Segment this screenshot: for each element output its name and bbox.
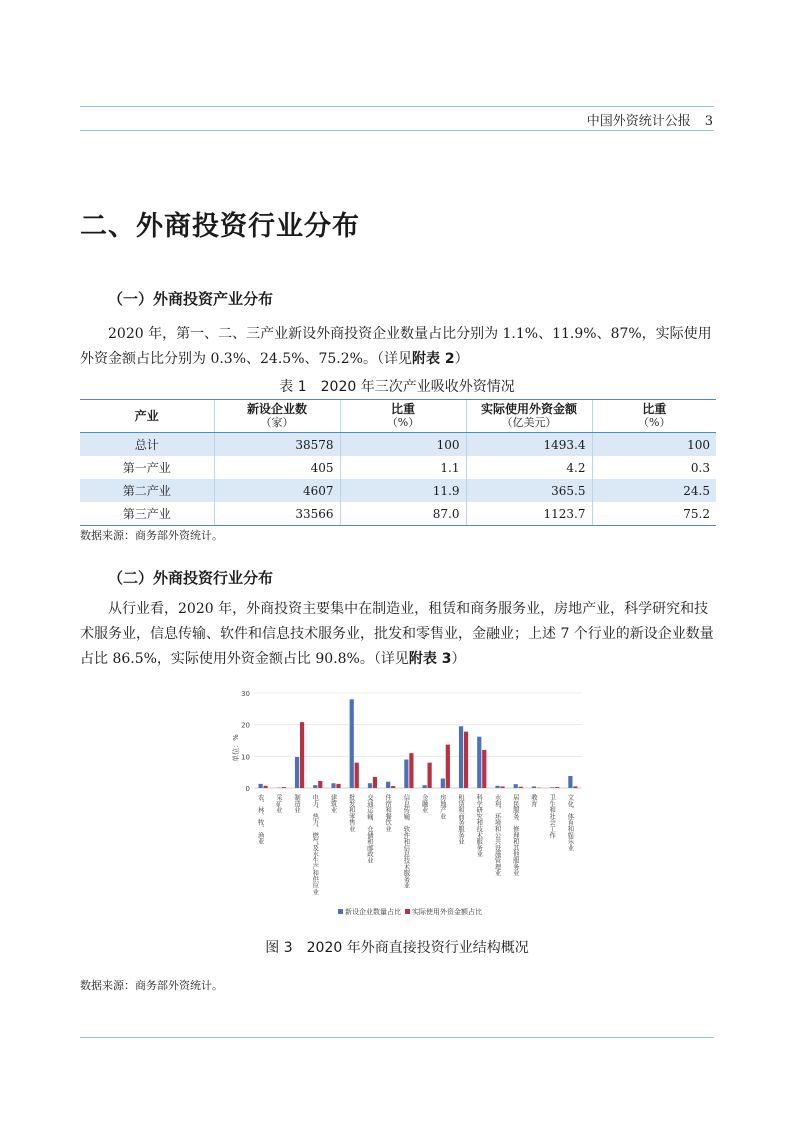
bar-fdi-amount-share: [555, 787, 559, 788]
subsection-title-2: （二）外商投资行业分布: [108, 569, 274, 587]
y-tick-label: 20: [241, 721, 250, 730]
table-cell: 1123.7: [466, 502, 592, 526]
bar-new-firm-share: [386, 782, 390, 788]
x-category-label: 农、林、牧、渔业: [256, 794, 264, 845]
figure-caption-text: 2020 年外商直接投资行业结构概况: [306, 940, 529, 956]
bar-fdi-amount-share: [355, 763, 359, 788]
col-header-industry: 产业: [80, 400, 214, 433]
bar-new-firm-share: [368, 783, 372, 788]
legend-label: 实际使用外资金额占比: [412, 908, 482, 916]
y-tick-label: 0: [245, 785, 250, 793]
bar-fdi-amount-share: [464, 732, 468, 788]
col-header-new-firms: 新设企业数 （家）: [214, 400, 340, 433]
table-cell: 11.9: [340, 479, 466, 502]
bar-fdi-amount-share: [264, 786, 268, 788]
bar-fdi-amount-share: [336, 784, 340, 788]
x-category-label: 卫生和社会工作: [548, 794, 556, 839]
bar-new-firm-share: [550, 787, 554, 788]
y-tick-label: 30: [241, 690, 250, 698]
bar-new-firm-share: [259, 784, 263, 788]
table-row: [80, 433, 716, 457]
table-cell: 24.5: [592, 479, 716, 502]
header-title: 中国外资统计公报: [586, 114, 691, 129]
x-category-label: 租赁和商务服务业: [457, 794, 465, 845]
paragraph-1-end: ）: [454, 351, 469, 367]
col-header-firm-share: 比重 （%）: [340, 400, 466, 433]
x-category-label: 电力、热力、燃气及水生产和供应业: [311, 794, 319, 895]
x-category-label: 教育: [529, 794, 537, 807]
bar-fdi-amount-share: [573, 786, 577, 788]
bar-new-firm-share: [459, 726, 463, 788]
appendix-ref-2: 附表 2: [411, 351, 455, 367]
bar-fdi-amount-share: [391, 786, 395, 788]
col-header-fdi-amount: 实际使用外资金额 （亿美元）: [466, 400, 592, 433]
paragraph-2-text: 从行业看，2020 年，外商投资主要集中在制造业，租赁和商务服务业，房地产业，科学研究和技术服务业，信息传输、软件和信息技术服务业，批发和零售业，金融业；上述 7 个行业的新设企业数量占比 86.5%，实际使用外资金额占比 90.8%。（详见: [80, 601, 714, 667]
table-cell: 1.1: [340, 456, 466, 479]
table-cell: 75.2: [592, 502, 716, 526]
bar-fdi-amount-share: [300, 722, 304, 788]
x-category-label: 房地产业: [438, 794, 446, 820]
bar-fdi-amount-share: [373, 777, 377, 788]
x-category-label: 采矿业: [274, 794, 282, 813]
table-cell: 4607: [214, 479, 340, 502]
header-rule-top: [80, 106, 714, 107]
x-category-label: 制造业: [293, 794, 301, 813]
bar-new-firm-share: [441, 779, 445, 789]
x-category-label: 批发和零售业: [347, 794, 355, 832]
table-cell: 1493.4: [466, 433, 592, 457]
table-cell: 38578: [214, 433, 340, 457]
x-category-label: 信息传输、软件和信息技术服务业: [402, 794, 410, 889]
running-header: [587, 110, 713, 129]
footer-rule: [80, 1037, 714, 1038]
paragraph-2: [80, 597, 714, 672]
x-category-label: 文化、体育和娱乐业: [566, 794, 574, 851]
bar-new-firm-share: [313, 785, 317, 788]
y-tick-label: 10: [241, 753, 250, 762]
table-cell: 87.0: [340, 502, 466, 526]
table-caption-label: 表 1: [279, 379, 307, 395]
bar-new-firm-share: [295, 757, 299, 788]
bar-new-firm-share: [350, 699, 354, 788]
paragraph-1: [80, 322, 714, 372]
col-header-amount-share: 比重 （%）: [592, 400, 716, 433]
x-category-label: 科学研究和技术服务业: [475, 794, 483, 857]
table-cell: 总计: [80, 433, 214, 457]
table-row: [80, 502, 716, 526]
industry-bar-chart: [232, 685, 590, 925]
table-cell: 第二产业: [80, 479, 214, 502]
bar-new-firm-share: [568, 776, 572, 788]
bar-new-firm-share: [404, 760, 408, 789]
paragraph-1-text: 2020 年，第一、二、三产业新设外商投资企业数量占比分别为 1.1%、11.9%、87%，实际使用外资金额占比分别为 0.3%、24.5%、75.2%。（详见: [80, 326, 712, 367]
appendix-ref-3: 附表 3: [408, 651, 452, 667]
legend-swatch: [405, 909, 410, 914]
page-number: 3: [704, 114, 713, 129]
table-cell: 0.3: [592, 456, 716, 479]
bar-fdi-amount-share: [282, 787, 286, 788]
bar-fdi-amount-share: [428, 763, 432, 788]
table-caption: [80, 376, 714, 396]
bar-fdi-amount-share: [482, 750, 486, 788]
subsection-title-1: （一）外商投资产业分布: [108, 290, 274, 308]
bar-fdi-amount-share: [409, 753, 413, 788]
paragraph-2-end: ）: [451, 651, 466, 667]
table-cell: 100: [592, 433, 716, 457]
table-cell: 第三产业: [80, 502, 214, 526]
table-row: [80, 456, 716, 479]
bar-new-firm-share: [331, 783, 335, 788]
bar-fdi-amount-share: [500, 786, 504, 788]
figure-caption: [80, 937, 714, 957]
bar-fdi-amount-share: [318, 781, 322, 788]
legend-label: 新设企业数量占比: [345, 908, 401, 916]
bar-new-firm-share: [423, 785, 427, 788]
x-category-label: 交通运输、仓储和邮政业: [365, 794, 373, 864]
table-cell: 365.5: [466, 479, 592, 502]
x-category-label: 住宿和餐饮业: [384, 794, 392, 832]
bar-new-firm-share: [477, 737, 481, 788]
bar-new-firm-share: [514, 784, 518, 788]
section-title: 二、外商投资行业分布: [80, 211, 360, 242]
x-category-label: 金融业: [420, 794, 428, 813]
header-rule-bottom: [80, 130, 714, 131]
figure-caption-label: 图 3: [265, 940, 293, 956]
table-row: [80, 479, 716, 502]
table-cell: 100: [340, 433, 466, 457]
table-cell: 第一产业: [122, 461, 171, 475]
table-cell: 33566: [214, 502, 340, 526]
x-category-label: 建筑业: [329, 794, 337, 813]
legend-swatch: [338, 909, 343, 914]
table-cell: 4.2: [466, 456, 592, 479]
table-caption-text: 2020 年三次产业吸收外资情况: [320, 379, 515, 395]
bar-new-firm-share: [532, 786, 536, 788]
bar-new-firm-share: [495, 786, 499, 788]
x-category-label: 居民服务、修理和其他服务业: [511, 794, 519, 876]
bar-fdi-amount-share: [519, 787, 523, 788]
table-source: 数据来源：商务部外资统计。: [80, 529, 223, 542]
x-category-label: 水利、环境和公共设施管理业: [493, 794, 501, 876]
bar-fdi-amount-share: [446, 745, 450, 788]
table-cell: 405: [214, 456, 340, 479]
industry-table: [80, 399, 716, 526]
y-axis-label: 单位：%: [232, 734, 240, 762]
figure-source: 数据来源：商务部外资统计。: [80, 979, 223, 992]
